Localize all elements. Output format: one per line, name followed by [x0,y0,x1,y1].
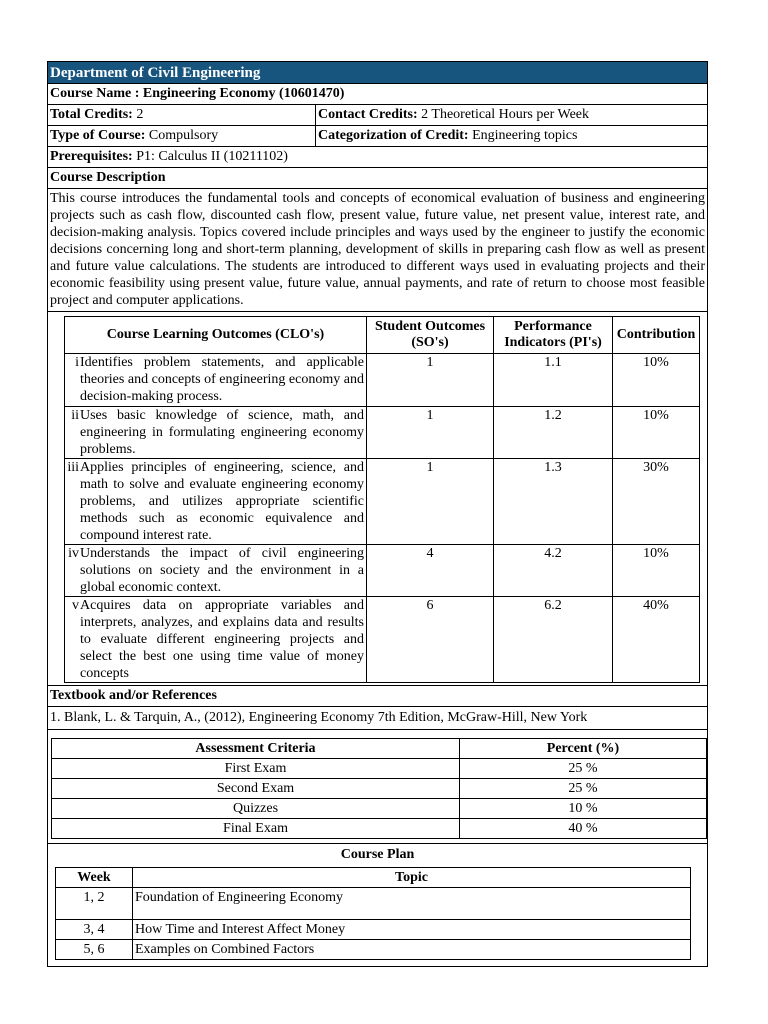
plan-topic: Examples on Combined Factors [133,940,691,960]
clo-so: 1 [367,459,494,545]
plan-row [56,888,691,920]
plan-week: 5, 6 [56,940,133,960]
type-of-course-value: Compulsory [148,128,219,143]
clo-row [65,459,700,545]
clo-so: 1 [367,354,494,407]
clo-contribution: 10% [613,407,700,459]
contribution-header: Contribution [613,317,700,354]
plan-row [56,940,691,960]
textbook-heading: Textbook and/or References [48,686,707,707]
assessment-percent: 25 % [460,779,707,799]
clo-text: Applies principles of engineering, science, and math to solve and evaluate engineering economy problems, and utilizes appropriate scientific methods such as economic equivalence and compound interest rate. [80,459,367,545]
clo-number: ii [65,407,81,459]
topic-header: Topic [133,868,691,888]
assessment-percent-header: Percent (%) [460,739,707,759]
assessment-section [48,730,707,844]
clo-pi: 4.2 [494,545,613,597]
plan-row [56,920,691,940]
assessment-criteria: Second Exam [52,779,460,799]
prerequisites-row [48,147,707,168]
assessment-percent: 25 % [460,759,707,779]
contact-credits-value: 2 Theoretical Hours per Week [421,107,590,122]
course-description-text: This course introduces the fundamental tools and concepts of economical evaluation of business and engineering projects such as cash flow, discounted cash flow, present value, future value, net present value, interest rate, and decision-making analysis. Topics covered include principles and ways used by the engineer to justify the economic decisions concerning long and short-term planning, development of skills in preparing cash flow as well as present and future value calculations. The students are introduced to different ways used in evaluating projects and their economic feasibility using present value, future value, annual payments, and rate of return to choose most feasible project and computer applications. [48,189,707,312]
course-description-heading: Course Description [48,168,707,189]
clo-table [64,316,700,683]
plan-week: 3, 4 [56,920,133,940]
course-name-row [48,84,707,105]
clo-so: 1 [367,407,494,459]
clo-row [65,545,700,597]
clo-pi: 1.3 [494,459,613,545]
clo-so: 6 [367,597,494,683]
assessment-table [51,738,707,839]
total-credits-label: Total Credits: [50,107,133,122]
clo-contribution: 40% [613,597,700,683]
assessment-row [52,759,707,779]
clo-section [48,312,707,686]
clo-text: Acquires data on appropriate variables and interprets, analyzes, and explains data and results to evaluate different engineering projects and select the best one using time value of money concepts [80,597,367,683]
course-syllabus [47,61,708,967]
clo-text: Uses basic knowledge of science, math, and engineering in formulating engineering economy problems. [80,407,367,459]
clo-number: v [65,597,81,683]
week-header: Week [56,868,133,888]
contact-credits-label: Contact Credits: [318,107,418,122]
textbook-item: 1. Blank, L. & Tarquin, A., (2012), Engineering Economy 7th Edition, McGraw-Hill, New York [48,707,707,730]
total-credits-cell [48,105,316,125]
assessment-row [52,799,707,819]
course-name-label: Course Name : [50,86,140,101]
assessment-criteria: Final Exam [52,819,460,839]
course-plan-title: Course Plan [340,847,415,862]
categorization-label: Categorization of Credit: [318,128,469,143]
clo-row [65,407,700,459]
so-header: Student Outcomes (SO's) [367,317,494,354]
total-credits-value: 2 [136,107,144,122]
clo-text: Identifies problem statements, and applicable theories and concepts of engineering economy and decision-making process. [80,354,367,407]
clo-number: iii [65,459,81,545]
clo-contribution: 10% [613,354,700,407]
clo-contribution: 30% [613,459,700,545]
assessment-percent: 10 % [460,799,707,819]
clo-row [65,354,700,407]
clo-header: Course Learning Outcomes (CLO's) [65,317,367,354]
assessment-criteria: First Exam [52,759,460,779]
categorization-cell [316,126,707,146]
course-plan-table [55,867,691,960]
type-of-course-cell [48,126,316,146]
assessment-percent: 40 % [460,819,707,839]
prerequisites-label: Prerequisites: [50,149,133,164]
plan-topic: How Time and Interest Affect Money [133,920,691,940]
type-of-course-label: Type of Course: [50,128,146,143]
clo-number: i [65,354,81,407]
clo-number: iv [65,545,81,597]
clo-pi: 1.1 [494,354,613,407]
contact-credits-cell [316,105,707,125]
plan-week: 1, 2 [56,888,133,920]
pi-header: Performance Indicators (PI's) [494,317,613,354]
assessment-row [52,779,707,799]
assessment-row [52,819,707,839]
department-header: Department of Civil Engineering [48,62,707,84]
assessment-criteria-header: Assessment Criteria [52,739,460,759]
clo-pi: 6.2 [494,597,613,683]
clo-pi: 1.2 [494,407,613,459]
categorization-value: Engineering topics [472,128,578,143]
prerequisites-value: P1: Calculus II (10211102) [136,149,288,164]
credits-row [48,105,707,126]
course-name-value: Engineering Economy (10601470) [142,86,345,101]
clo-row [65,597,700,683]
clo-so: 4 [367,545,494,597]
clo-contribution: 10% [613,545,700,597]
plan-topic: Foundation of Engineering Economy [133,888,691,920]
assessment-criteria: Quizzes [52,799,460,819]
course-plan-section [48,865,707,966]
clo-text: Understands the impact of civil engineering solutions on society and the environment in a global economic context. [80,545,367,597]
type-row [48,126,707,147]
